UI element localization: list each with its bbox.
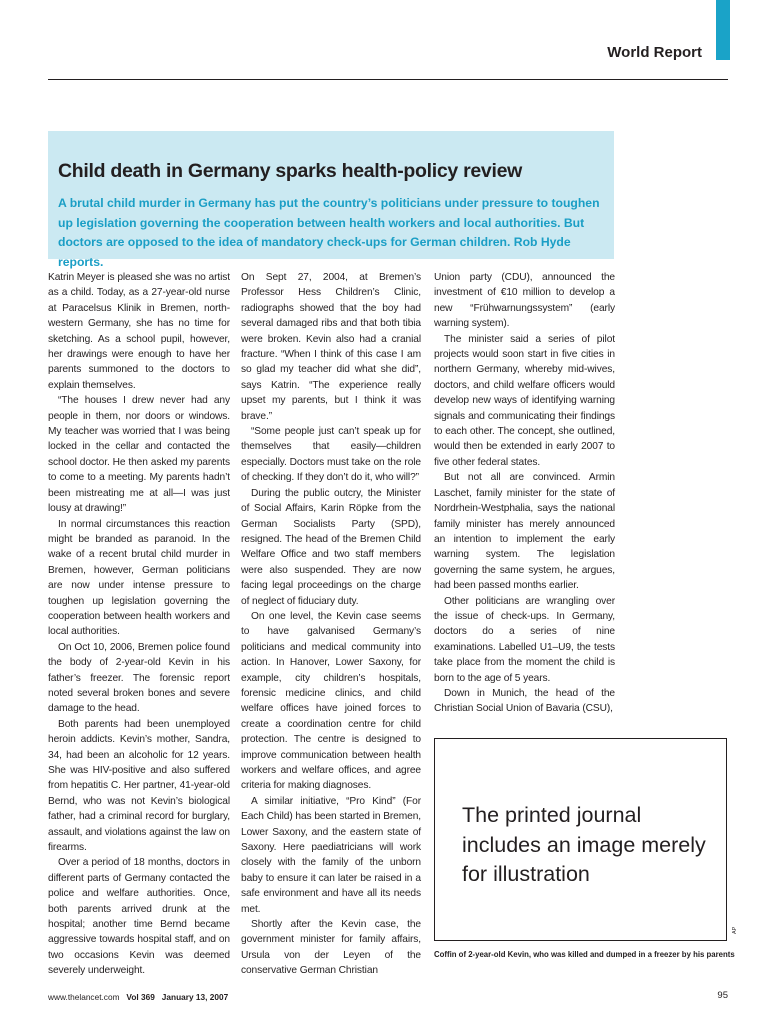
article-paragraph: “Some people just can’t speak up for themselves that easily—children especially. Doctors must take on the role of checking. If they don’t do it, who will?” [241,426,421,484]
article-paragraph: The minister said a series of pilot projects would soon start in five cities in northern Germany, whereby mid-wives, doctors, and child welfare officers would develop new ways of identifying warning signals and communicating their findings to each other. The concept, she outlined, would then be extended in early 2007 to five other federal states. [434,333,615,468]
footer-volume: Vol 369 [126,992,155,1002]
article-paragraph: On Oct 10, 2006, Bremen police found the body of 2-year-old Kevin in his father’s freezer. The forensic report noted several broken bones and severe damage to the head. [48,641,230,715]
article-paragraph: But not all are convinced. Armin Laschet, family minister for the state of Nordrhein-Westphalia, says the national family minister has merely announced an intention to implement the early warning system. The legislation governing the same system, he argues, had been passed months earlier. [434,472,615,592]
article-paragraph: A similar initiative, “Pro Kind” (For Each Child) has been started in Bremen, Lower Saxony, and the eastern state of Saxony. Here paediatricians will work closely with the family of the unborn baby to ensure it can later be raised in a safe environment and have all its needs met. [241,795,421,915]
article-paragraph: In normal circumstances this reaction might be branded as paranoid. In the wake of a recent brutal child murder in Bremen, however, German politicians are now under intense pressure to toughen up legislation governing the cooperation between health workers and local authorities. [48,518,230,638]
article-title: Child death in Germany sparks health-policy review [58,160,522,182]
figure-caption: Coffin of 2-year-old Kevin, who was killed and dumped in a freezer by his parents [434,950,735,959]
figure-image-placeholder [434,738,727,941]
figure-credit: AP [732,926,738,934]
section-label: World Report [607,44,702,61]
article-paragraph: During the public outcry, the Minister of Social Affairs, Karin Röpke from the German Socialists Party (SPD), resigned. The head of the Bremen Child Welfare Office and two staff members were also suspended. They are now facing legal proceedings on the charge of neglect of fiduciary duty. [241,487,421,607]
article-paragraph: On one level, the Kevin case seems to have galvanised Germany’s politicians and medical community into action. In Hanover, Lower Saxony, for example, city children’s hospitals, forensic medicine clinics, and child welfare offices have joined forces to create a coordination centre for child protection. The centre is designed to improve communication between health workers and welfare offices, and agree criteria for making diagnoses. [241,610,421,792]
article-paragraph: Down in Munich, the head of the Christian Social Union of Bavaria (CSU), [434,687,615,715]
article-column-2 [241,270,421,979]
article-column-1 [48,270,230,979]
footer-citation [48,992,228,1002]
header-rule [48,79,728,80]
article-paragraph: “The houses I drew never had any people in them, nor doors or windows. My teacher was worried that I was being locked in the cellar and contacted the school doctor. He then asked my parents to come to a meeting. My parents hadn’t been mistreating me at all—I was just lousy at drawing!” [48,395,230,515]
article-paragraph: On Sept 27, 2004, at Bremen’s Professor Hess Children’s Clinic, radiographs showed that the boy had several damaged ribs and that both tibia were broken. Kevin also had a cranial fracture. “When I think of this case I am so glad my teacher did what she did”, says Katrin. “The experience really upset my parents, but I think it was brave.” [241,272,421,422]
article-standfirst: A brutal child murder in Germany has put the country’s politicians under pressure to toughen up legislation governing the cooperation between health workers and local authorities. But doctors are opposed to the idea of mandatory check-ups for German children. Rob Hyde reports. [58,196,600,269]
figure-placeholder-text: The printed journal includes an image merely for illustration [462,803,706,886]
article-column-3 [434,270,615,717]
footer-date: January 13, 2007 [161,992,229,1002]
page-number: 95 [717,990,728,1001]
article-paragraph: Katrin Meyer is pleased she was no artist as a child. Today, as a 27-year-old nurse at Paracelsus Klinik in Bremen, north-western Germany, she has no time for sketching. As a school pupil, however, her drawings were enough to have her parents summoned to the doctors to explain themselves. [48,272,230,391]
article-paragraph: Shortly after the Kevin case, the government minister for family affairs, Ursula von der Leyen of the conservative German Christian [241,919,421,977]
article-paragraph: Union party (CDU), announced the investment of €10 million to develop a new “Frühwarnungssystem” (early warning system). [434,272,615,330]
article-paragraph: Both parents had been unemployed heroin addicts. Kevin’s mother, Sandra, 34, had been an alcoholic for 12 years. She was HIV-positive and also suffered from hepatitis C. Her partner, 41-year-old Bernd, who was not Kevin’s biological father, had a criminal record for burglary, assault, and violations against the law on firearms. [48,718,230,854]
article-paragraph: Other politicians are wrangling over the issue of check-ups. In Germany, doctors do a series of nine examinations. Labelled U1–U9, the tests take place from the moment the child is born to the age of 5 years. [434,595,615,684]
article-paragraph: Over a period of 18 months, doctors in different parts of Germany contacted the police and welfare authorities. Once, both parents arrived drunk at the hospital; another time Bernd became aggressive towards hospital staff, and on two occasions Kevin was deemed severely underweight. [48,857,230,977]
accent-bar [716,0,730,60]
footer-site[interactable]: www.thelancet.com [48,992,120,1002]
